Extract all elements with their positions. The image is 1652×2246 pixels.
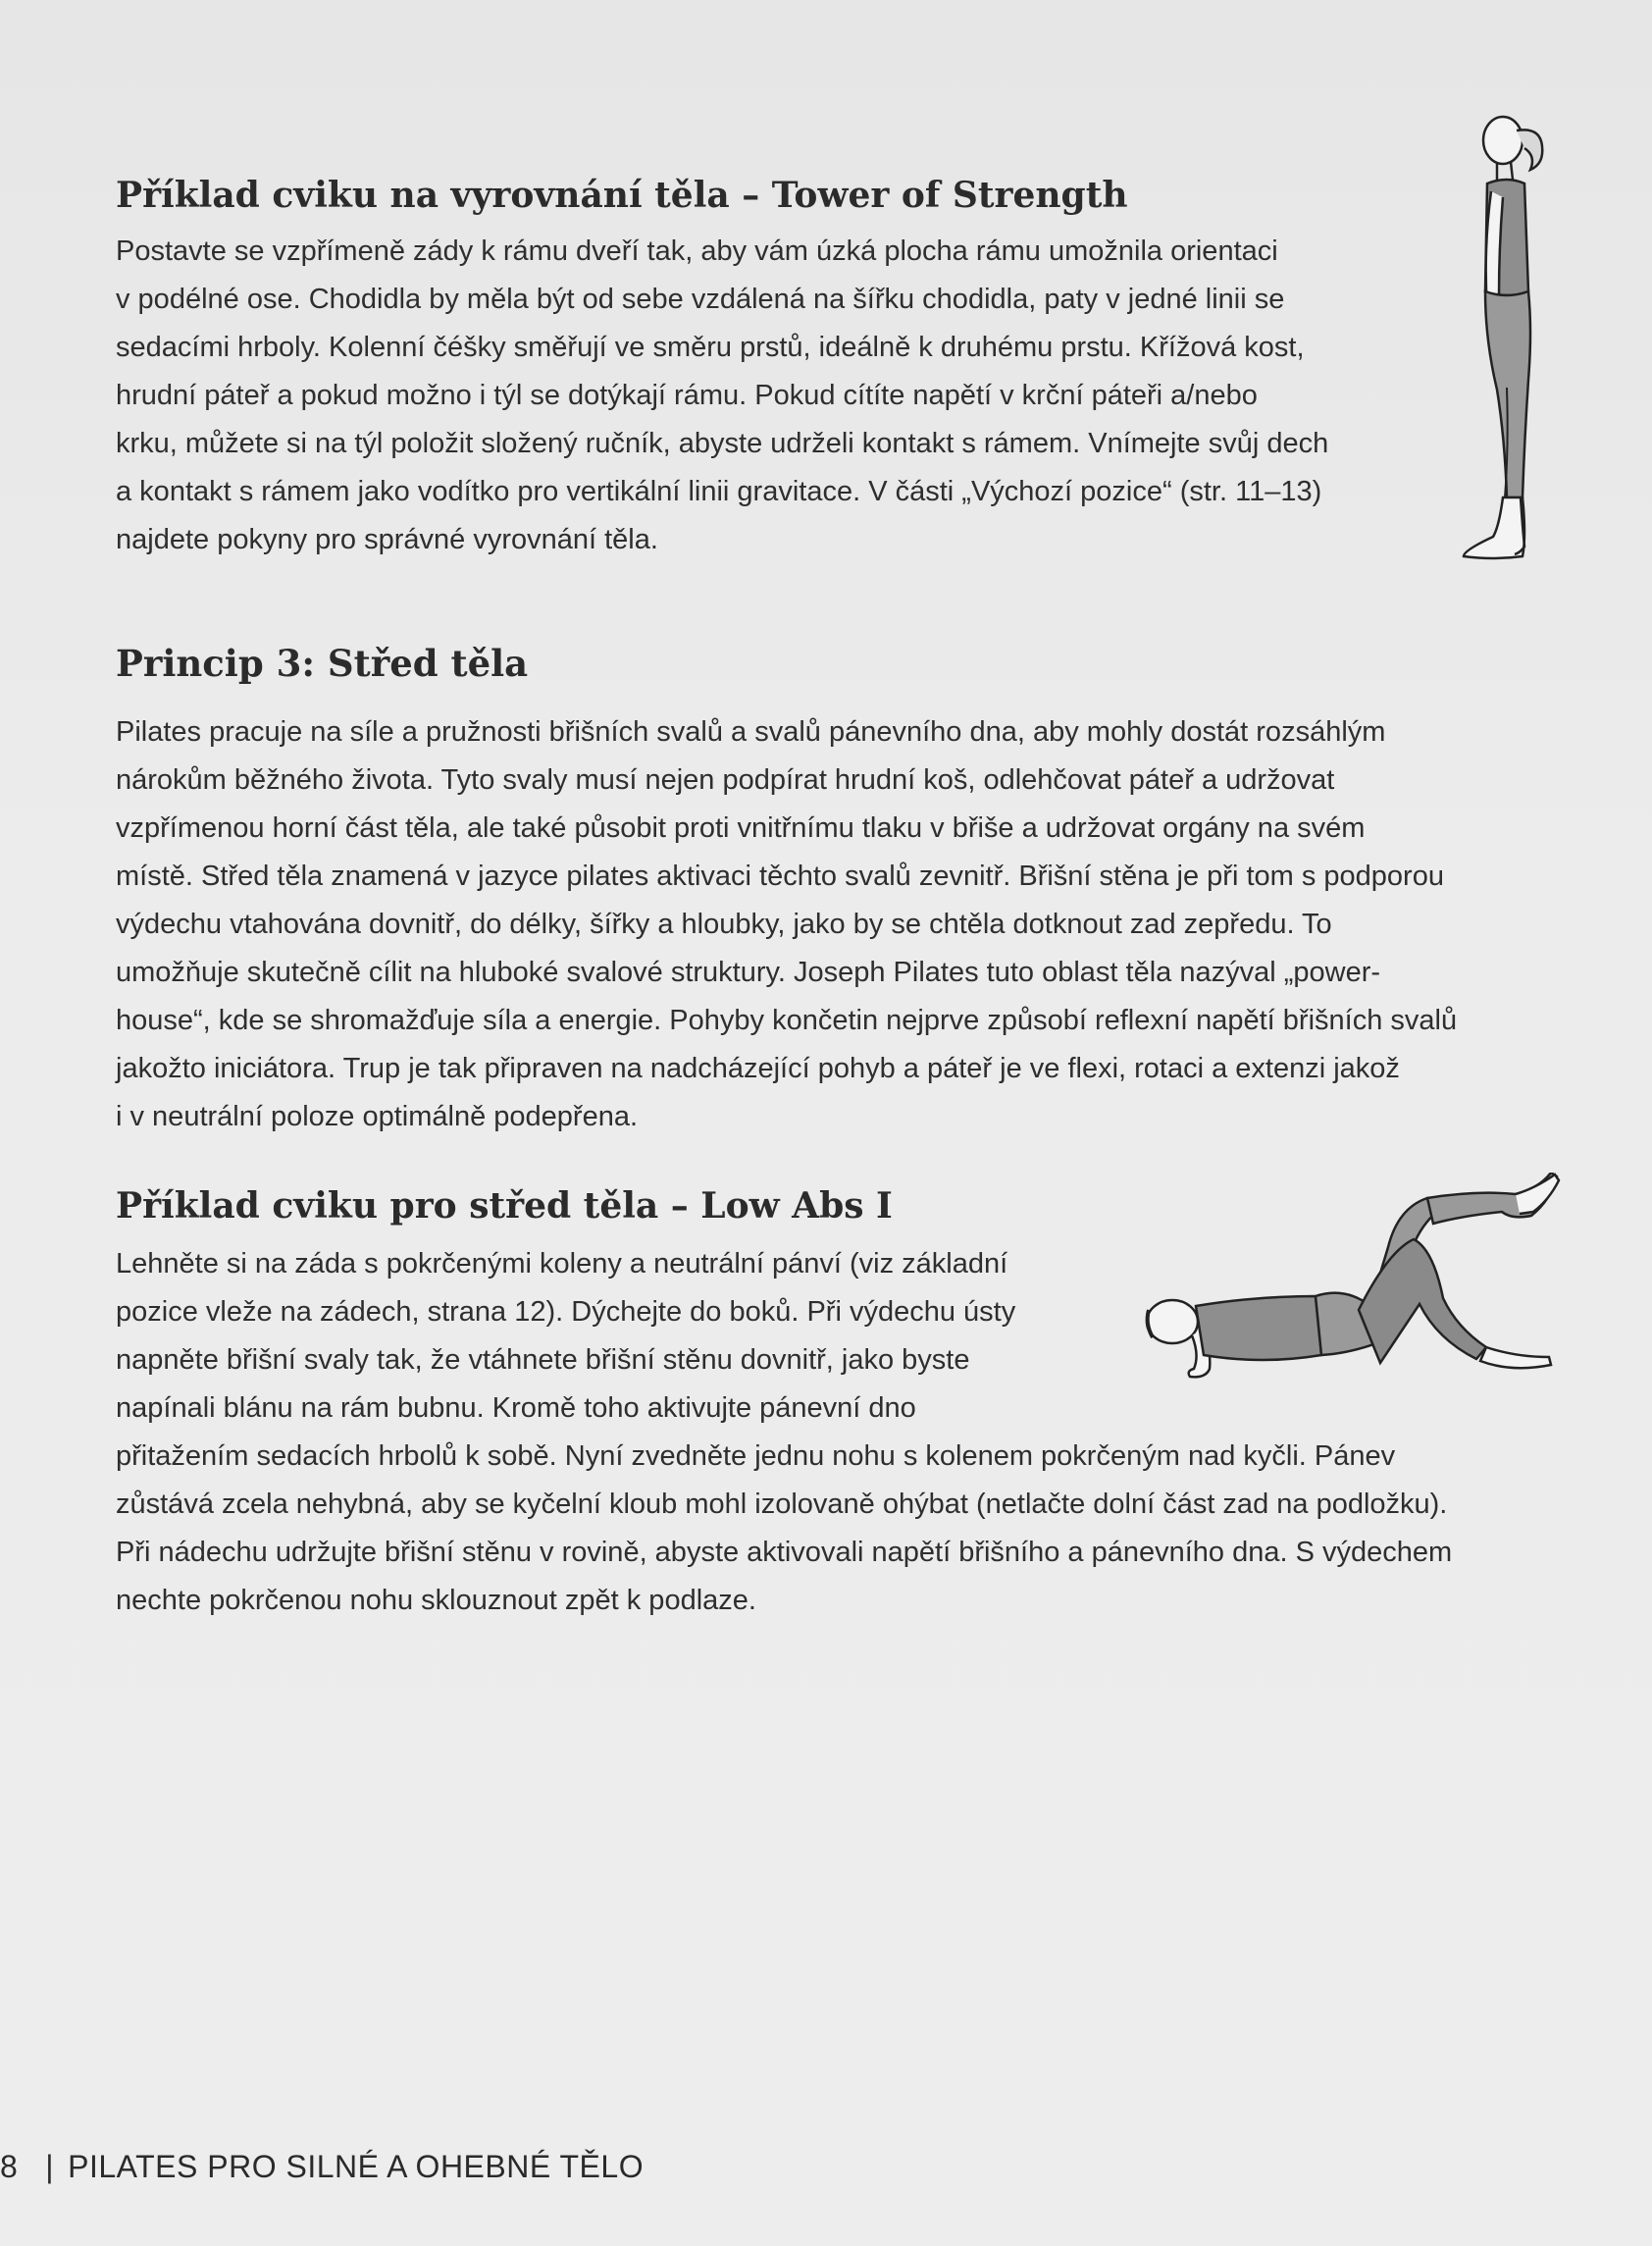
page-number: 8	[0, 2149, 19, 2184]
text-line: Postavte se vzpřímeně zády k rámu dveří tak, aby vám úzká plocha rámu umožnila orientaci	[116, 235, 1278, 267]
text-line: krku, můžete si na týl položit složený ručník, abyste udrželi kontakt s rámem. Vnímejte svůj dech	[116, 428, 1329, 459]
text-line: a kontakt s rámem jako vodítko pro vertikální linii gravitace. V části „Výchozí pozice“ (str. 11–13)	[116, 476, 1322, 507]
text-line: pozice vleže na zádech, strana 12). Dýchejte do boků. Při výdechu ústy	[116, 1296, 1016, 1328]
text-line: house“, kde se shromažďuje síla a energie. Pohyby končetin nejprve způsobí reflexní napětí břišních svalů	[116, 1005, 1458, 1036]
text-line: napínali blánu na rám bubnu. Kromě toho aktivujte pánevní dno	[116, 1392, 916, 1424]
text-line: Pilates pracuje na síle a pružnosti břišních svalů a svalů pánevního dna, aby mohly dostát rozsáhlým	[116, 716, 1386, 748]
text-line: vzpřímenou horní část těla, ale také působit proti vnitřnímu tlaku v břiše a udržovat orgány na svém	[116, 812, 1366, 844]
section1-paragraph	[116, 228, 1430, 564]
text-line: napněte břišní svaly tak, že vtáhnete břišní stěnu dovnitř, jako byste	[116, 1344, 970, 1376]
standing-woman-illustration	[1452, 103, 1570, 584]
text-line: jakožto iniciátora. Trup je tak připraven na nadcházející pohyb a páteř je ve flexi, rotaci a extenzi jakož	[116, 1053, 1400, 1084]
text-line: v podélné ose. Chodidla by měla být od sebe vzdálená na šířku chodidla, paty v jedné linii se	[116, 284, 1285, 315]
text-line: i v neutrální poloze optimálně podepřena.	[116, 1101, 639, 1132]
text-line: výdechu vtahována dovnitř, do délky, šířky a hloubky, jako by se chtěla dotknout zad zepředu. To	[116, 909, 1332, 940]
page-footer	[0, 2149, 644, 2185]
text-line: nárokům běžného života. Tyto svaly musí nejen podpírat hrudní koš, odlehčovat páteř a udržovat	[116, 764, 1335, 796]
lying-woman-illustration	[1133, 1173, 1565, 1408]
text-line: přitažením sedacích hrbolů k sobě. Nyní zvedněte jednu nohu s kolenem pokrčeným nad kyčli. Pánev	[116, 1440, 1396, 1472]
text-line: umožňuje skutečně cílit na hluboké svalové struktury. Joseph Pilates tuto oblast těla nazýval „power-	[116, 957, 1381, 988]
text-line: hrudní páteř a pokud možno i týl se dotýkají rámu. Pokud cítíte napětí v krční páteři a/nebo	[116, 380, 1258, 411]
section1-heading: Příklad cviku na vyrovnání těla – Tower of Strength	[116, 175, 1128, 216]
text-line: sedacími hrboly. Kolenní čéšky směřují ve směru prstů, ideálně k druhému prstu. Křížová kost,	[116, 332, 1305, 363]
section2-paragraph	[116, 708, 1587, 1141]
section2-heading: Princip 3: Střed těla	[116, 642, 529, 685]
text-line: zůstává zcela nehybná, aby se kyčelní kloub mohl izolovaně ohýbat (netlačte dolní část zad na podložku).	[116, 1489, 1448, 1520]
text-line: najdete pokyny pro správné vyrovnání těla.	[116, 524, 658, 555]
text-line: Lehněte si na záda s pokrčenými koleny a neutrální pánví (viz základní	[116, 1248, 1008, 1280]
text-line: Při nádechu udržujte břišní stěnu v rovině, abyste aktivovali napětí břišního a pánevního dna. S výdechem	[116, 1537, 1453, 1568]
section3-heading: Příklad cviku pro střed těla – Low Abs I	[116, 1185, 893, 1227]
footer-separator: |	[45, 2149, 55, 2184]
text-line: místě. Střed těla znamená v jazyce pilates aktivaci těchto svalů zevnitř. Břišní stěna je při tom s podporou	[116, 861, 1444, 892]
text-line: nechte pokrčenou nohu sklouznout zpět k podlaze.	[116, 1585, 756, 1616]
book-title: PILATES PRO SILNÉ A OHEBNÉ TĚLO	[68, 2149, 645, 2184]
